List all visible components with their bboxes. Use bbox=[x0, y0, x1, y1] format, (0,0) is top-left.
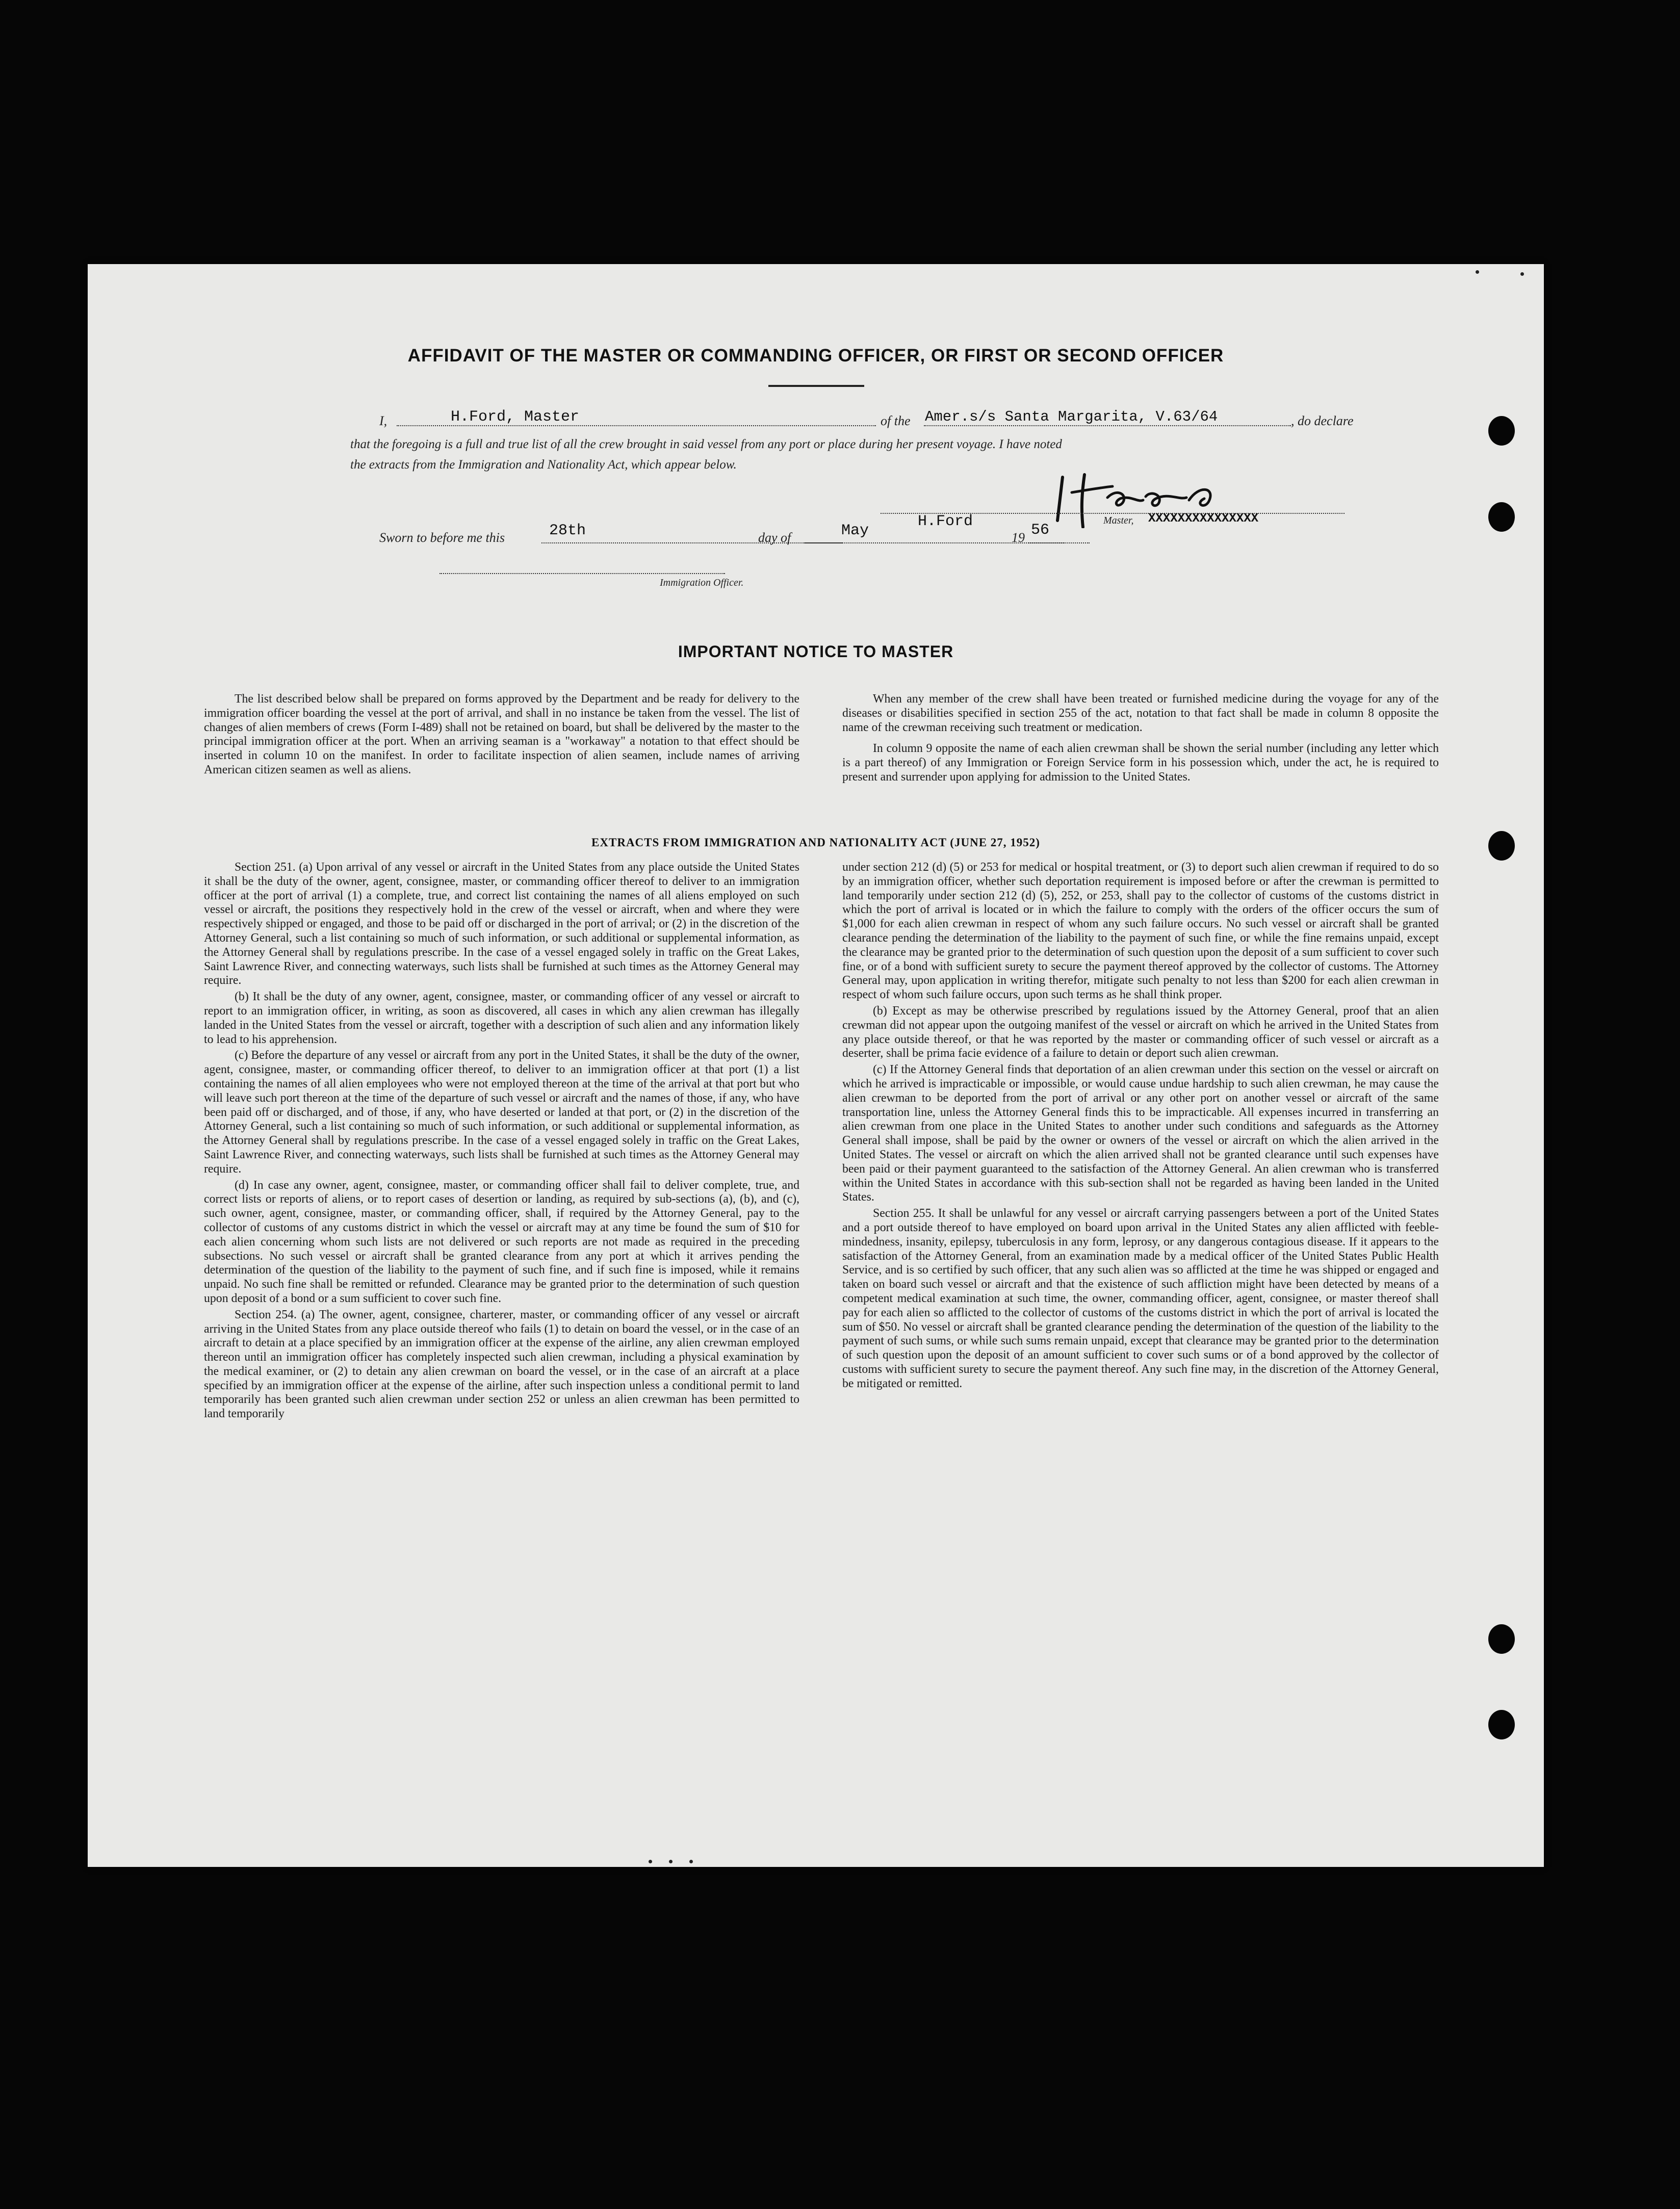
declaration-line-2: that the foregoing is a full and true list of all the crew brought in said vessel from any port or place during her present voyage. I have noted bbox=[350, 437, 1062, 451]
do-declare-label: , do declare bbox=[1291, 413, 1354, 428]
punch-hole bbox=[1488, 502, 1515, 532]
day-of-label: day of bbox=[758, 530, 791, 545]
day-value: 28th bbox=[549, 522, 586, 539]
sworn-label: Sworn to before me this bbox=[379, 530, 505, 545]
scan-speck bbox=[689, 1860, 693, 1863]
notice-right-column bbox=[842, 692, 1439, 785]
punch-hole bbox=[1488, 1710, 1515, 1739]
extracts-title: EXTRACTS FROM IMMIGRATION AND NATIONALITY ACT (JUNE 27, 1952) bbox=[591, 836, 1040, 849]
extracts-left-column bbox=[204, 861, 799, 1421]
extract-section-255: Section 255. It shall be unlawful for any vessel or aircraft carrying passengers between a port of the United States and a port outside thereof to have employed on board upon arrival in the United States any alien afflicted with feeble-mindedness, insanity, epilepsy, tuberculosis in any form, leprosy, or any dangerous contagious disease. If it appears to the satisfaction of the Attorney General, from an examination made by a medical officer of the United States Public Health Service, and is so certified by such officer, that any such alien was so afflicted at the time he was shipped or engaged and taken on board such vessel or aircraft and that the existence of such affliction might have been detected by means of a competent medical examination at such time, the owner, commanding officer, agent, consignee, or master thereof shall pay for each alien so afflicted to the collector of customs of the customs district in which the port of arrival is located the sum of $50. No vessel or aircraft shall be granted clearance pending the determination of the question of the liability to the payment of such sums, or while such sums remain unpaid, except that clearance may be granted prior to the determination of such question upon the deposit of an amount sufficient to cover such sums or of a bond approved by the collector of customs with sufficient surety to secure the payment thereof. Any such fine may, in the discretion of the Attorney General, be mitigated or remitted. bbox=[842, 1207, 1439, 1390]
punch-hole bbox=[1488, 831, 1515, 861]
notice-title: IMPORTANT NOTICE TO MASTER bbox=[678, 642, 954, 661]
vessel-underline bbox=[924, 425, 1291, 426]
extract-section-251b: (b) It shall be the duty of any owner, agent, consignee, master, or commanding officer of any vessel or aircraft to report to an immigration officer, in writing, as soon as discovered, all cases in which any alien crewman has illegally landed in the United States from the vessel or aircraft, together with a description of such alien and any information likely to lead to his apprehension. bbox=[204, 990, 799, 1046]
immigration-officer-label: Immigration Officer. bbox=[660, 577, 744, 588]
day-underline bbox=[541, 542, 842, 543]
master-name-value: H.Ford, Master bbox=[451, 408, 580, 426]
year-underline bbox=[1028, 542, 1064, 543]
extract-section-254a-continued: under section 212 (d) (5) or 253 for medical or hospital treatment, or (3) to deport such alien crewman if required to do so by an immigration officer, whether such deportation requirement is imposed before or after the crewman is permitted to land temporarily under section 212 (d) (5), 252, or 253, shall pay to the collector of customs of the customs district in which the port of arrival is located or in which the failure to comply with the orders of the officer occurs the sum of $1,000 for each alien crewman in respect of whom any such failure occurs. No such vessel or aircraft shall be granted clearance pending the determination of the liability to the payment of such fine, or while the fine remains unpaid, except the clearance may be granted prior to the determination of such question upon the deposit of a sum sufficient to cover such fine, or of a bond with sufficient surety to secure the payment thereof approved by the collector of customs. The Attorney General may, upon application in writing therefor, mitigate such penalty to not less than $200 for each alien crewman in respect of whom such failure occurs, upon such terms as he shall think proper. bbox=[842, 861, 1439, 1002]
notice-right-paragraph-1: When any member of the crew shall have been treated or furnished medicine during the voyage for any of the diseases or disabilities specified in section 255 of the act, notation to that fact shall be made in column 8 opposite the name of the crewman receiving such treatment or medication. bbox=[842, 692, 1439, 734]
extract-section-254a: Section 254. (a) The owner, agent, consignee, charterer, master, or commanding officer of any vessel or aircraft arriving in the United States from any place outside thereof who fails (1) to detain on board the vessel, or in the case of an aircraft to detain at a place specified by an immigration officer at the expense of the airline, any alien crewman employed thereon until an immigration officer has completely inspected such alien crewman, including a physical examination by the medical examiner, or (2) to detain any alien crewman on board the vessel, or in the case of an aircraft at a place specified by an immigration officer at the expense of the airline, after such inspection unless a conditional permit to land temporarily has been granted such alien crewman under section 252 or unless an alien crewman has been permitted to land temporarily bbox=[204, 1308, 799, 1421]
month-value: May bbox=[841, 522, 869, 539]
extract-section-251c: (c) Before the departure of any vessel or aircraft from any port in the United States, it shall be the duty of the owner, agent, consignee, master, or commanding officer thereof, to deliver to an immigration officer at that port (1) a list containing the names of all alien employees who were not employed thereon at the time of the arrival at that port but who will leave such port thereon at the time of the departure of such vessel or aircraft and the names of those, if any, who have been paid off or discharged, and of those, if any, who have deserted or landed at that port, or (2) in the discretion of the Attorney General, such a list containing so much of such information, or such additional or supplemental information, as the Attorney General shall by regulations prescribe. In the case of a vessel engaged solely in traffic on the Great Lakes, Saint Lawrence River, and connecting waterways, such lists shall be furnished at such times as the Attorney General may require. bbox=[204, 1049, 799, 1176]
extract-section-254c: (c) If the Attorney General finds that deportation of an alien crewman under this section on the vessel or aircraft on which he arrived is impracticable or impossible, or would cause undue hardship to such alien crewman, he may cause the alien crewman to be deported from the port of arrival or any other port on another vessel or aircraft of the same transportation line, unless the Attorney General finds this to be impracticable. All expenses incurred in transferring an alien crewman from one place in the United States to another under such conditions and safeguards as the Attorney General shall impose, shall be paid by the owner or owners of the vessel or aircraft on which the alien arrived in the United States. The vessel or aircraft on which the alien arrived shall not be granted clearance until such expenses have been paid or their payment guaranteed to the satisfaction of the Attorney General. An alien crewman who is transferred within the United States in accordance with this sub-section shall not be regarded as having been landed in the United States. bbox=[842, 1063, 1439, 1204]
document-page bbox=[88, 264, 1544, 1867]
punch-hole bbox=[1488, 416, 1515, 446]
extract-section-254b: (b) Except as may be otherwise prescribed by regulations issued by the Attorney General, proof that an alien crewman did not appear upon the outgoing manifest of the vessel or aircraft on which he arrived in the United States from any place outside thereof, or that he was reported by the master or commanding officer of such vessel or aircraft as a deserter, shall be prima facie evidence of a failure to detain or deport such alien crewman. bbox=[842, 1004, 1439, 1060]
scan-speck bbox=[649, 1860, 652, 1863]
signer-name-value: H.Ford bbox=[918, 513, 973, 530]
crossed-out-title: XXXXXXXXXXXXXXX bbox=[1148, 512, 1259, 526]
affidavit-title: AFFIDAVIT OF THE MASTER OR COMMANDING OFFICER, OR FIRST OR SECOND OFFICER bbox=[407, 346, 1224, 366]
notice-left-paragraph: The list described below shall be prepared on forms approved by the Department and be ready for delivery to the immigration officer boarding the vessel at the port of arrival, and shall in no instance be taken from the vessel. The list of changes of alien members of crews (Form I-489) shall not be retained on board, but shall be delivered by the master to the principal immigration officer at the port. When an arriving seaman is a "workaway" a notation to that effect should be inserted in column 10 on the manifest. In order to facilitate inspection of alien seamen, include names of arriving American citizen seamen as well as aliens. bbox=[204, 692, 799, 776]
vessel-value: Amer.s/s Santa Margarita, V.63/64 bbox=[925, 408, 1218, 425]
scan-speck bbox=[669, 1860, 673, 1863]
year-value: 56 bbox=[1031, 522, 1050, 539]
master-signature-underline bbox=[881, 513, 1345, 514]
title-divider bbox=[768, 385, 864, 387]
officer-signature-underline bbox=[440, 573, 725, 574]
punch-hole bbox=[1488, 1624, 1515, 1654]
master-label: Master, bbox=[1103, 515, 1134, 526]
notice-left-column bbox=[204, 692, 799, 777]
i-label: I, bbox=[379, 413, 387, 428]
declaration-line-3: the extracts from the Immigration and Nationality Act, which appear below. bbox=[350, 458, 737, 472]
of-the-label: of the bbox=[881, 413, 911, 428]
extract-section-251d: (d) In case any owner, agent, consignee, master, or commanding officer shall fail to deliver complete, true, and correct lists or reports of aliens, or to report cases of desertion or landing, as required by sub-sections (a), (b), and (c), such owner, agent, consignee, master, or commanding officer, shall, if required by the Attorney General, pay to the collector of customs of any customs district in which the vessel or aircraft may at any time be found the sum of $10 for each alien concerning whom such lists are not delivered or such reports are not made as required in the preceding subsections. No such vessel or aircraft shall be granted clearance from any port at which it arrives pending the determination of the question of the liability to the payment of such fine, and if such fine is imposed, while it remains unpaid. No such fine shall be remitted or refunded. Clearance may be granted prior to the determination of such question upon deposit of a bond or a sum sufficient to cover such fine. bbox=[204, 1178, 799, 1305]
scan-speck bbox=[1476, 270, 1479, 274]
notice-right-paragraph-2: In column 9 opposite the name of each alien crewman shall be shown the serial number (including any letter which is a part thereof) of any Immigration or Foreign Service form in his possession which, under the act, he is required to present and surrender upon applying for admission to the United States. bbox=[842, 742, 1439, 784]
extract-section-251a: Section 251. (a) Upon arrival of any vessel or aircraft in the United States from any place outside the United States it shall be the duty of the owner, agent, consignee, master, or commanding officer thereof to deliver to an immigration officer at the port of arrival (1) a complete, true, and correct list containing the names of all aliens employed on such vessel or aircraft, the positions they respectively hold in the crew of the vessel or aircraft, when and where they were respectively shipped or engaged, and those to be paid off or discharged in the port of arrival; or (2) in the discretion of the Attorney General, such a list containing so much of such information, or such additional or supplemental information, as the Attorney General shall by regulations prescribe. In the case of a vessel engaged solely in traffic on the Great Lakes, Saint Lawrence River, and connecting waterways, such lists shall be furnished at such times as the Attorney General may require. bbox=[204, 861, 799, 987]
extracts-right-column bbox=[842, 861, 1439, 1391]
scan-speck bbox=[1520, 272, 1524, 276]
year-prefix-label: 19 bbox=[1012, 530, 1025, 545]
